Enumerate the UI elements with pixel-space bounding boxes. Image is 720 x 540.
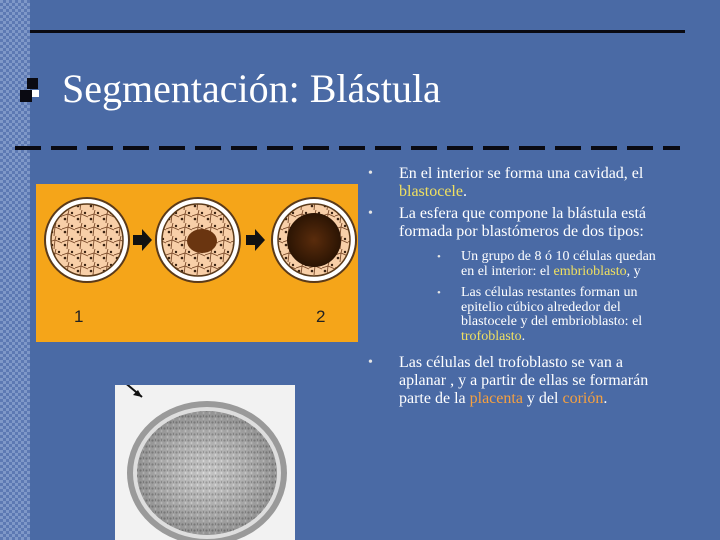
bullet-list xyxy=(368,165,668,408)
sub-bullet-text: , y xyxy=(626,263,641,279)
arrow-1 xyxy=(133,229,152,251)
bullet-trofoblasto-fate xyxy=(368,354,668,408)
arrow-2 xyxy=(246,229,265,251)
checker-pattern-border xyxy=(0,0,30,540)
title-bullet-square-1 xyxy=(27,78,38,89)
term-trofoblasto: trofoblasto xyxy=(461,328,522,344)
bullet-text: y del xyxy=(522,390,563,407)
sub-bullet-text: Un grupo de 8 ó 10 células quedan en el interior: el xyxy=(461,249,656,279)
bullet-blastomeros xyxy=(368,205,668,344)
sub-bullet-text: Las células restantes forman un epitelio cúbico alrededor del blastocele y del embrioblasto: el xyxy=(461,285,643,329)
bullet-text: La esfera que compone la blástula está formada por blastómeros de dos tipos: xyxy=(399,205,646,240)
term-placenta: placenta xyxy=(469,390,523,407)
top-rule xyxy=(30,30,685,33)
stage-morula xyxy=(45,198,129,282)
title-bullet-square-2 xyxy=(20,90,32,102)
term-blastocele: blastocele xyxy=(399,183,463,200)
bullet-blastocele xyxy=(368,165,668,201)
stage-early-blastula xyxy=(156,198,240,282)
term-embrioblasto: embrioblasto xyxy=(553,263,627,279)
sub-bullet-trofoblasto xyxy=(399,286,668,344)
sub-bullet-embrioblasto xyxy=(399,250,668,279)
term-corion: corión xyxy=(562,390,604,407)
blastula-micrograph xyxy=(115,385,295,540)
blastula-stages-diagram xyxy=(36,184,358,342)
dashed-rule xyxy=(15,146,680,150)
sub-bullet-punct: . xyxy=(521,328,526,344)
label-2: 2 xyxy=(316,307,326,326)
bullet-text: En el interior se forma una cavidad, el xyxy=(399,165,644,182)
stage-blastula xyxy=(272,198,356,282)
label-1: 1 xyxy=(74,307,84,326)
title-bullet-square-3 xyxy=(32,90,39,97)
slide-title: Segmentación: Blástula xyxy=(62,66,441,111)
micrograph-svg xyxy=(115,385,295,540)
bullet-punct: . xyxy=(462,183,467,200)
sub-bullet-list xyxy=(399,250,668,344)
stages-svg xyxy=(36,184,358,342)
bullet-punct: . xyxy=(603,390,608,407)
bullet-text: Las células del trofoblasto se van a aplanar , y a partir de ellas se formarán parte de la xyxy=(399,354,649,407)
slide-content xyxy=(368,165,668,412)
